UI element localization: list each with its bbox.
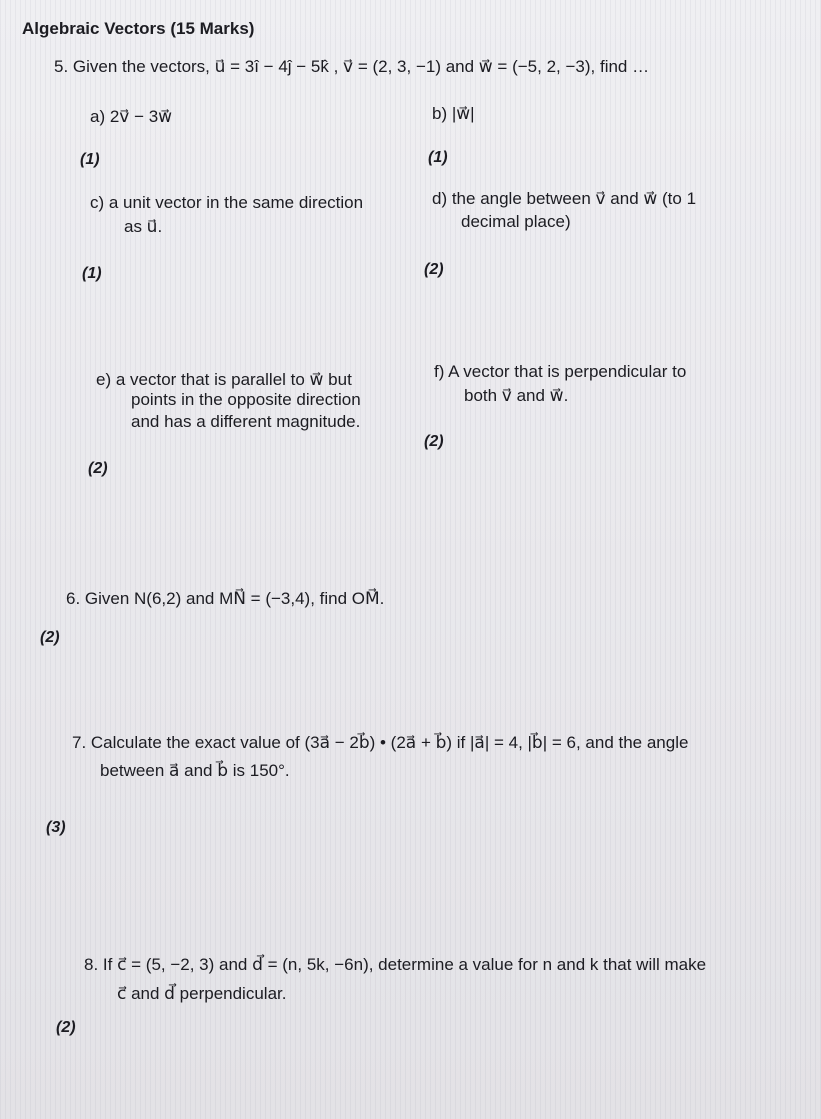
question-5f-line2: both v⃗ and w⃗. <box>464 386 569 405</box>
question-8-line2: c⃗ and d⃗ perpendicular. <box>117 984 287 1003</box>
question-5f-marks: (2) <box>424 433 444 450</box>
question-5a-marks: (1) <box>80 151 100 168</box>
question-5c-line1: c) a unit vector in the same direction <box>90 193 364 212</box>
page-title: Algebraic Vectors (15 Marks) <box>22 19 255 38</box>
question-6-text: 6. Given N(6,2) and MN⃗ = (−3,4), find OM⃗. <box>66 589 385 608</box>
question-5f-line1: f) A vector that is perpendicular to <box>434 362 687 381</box>
question-5d-line1: d) the angle between v⃗ and w⃗ (to 1 <box>432 189 697 208</box>
question-5e-line1: e) a vector that is parallel to w⃗ but <box>96 370 352 389</box>
question-7-marks: (3) <box>46 819 66 836</box>
question-5c-marks: (1) <box>82 265 102 282</box>
question-5e-marks: (2) <box>88 460 108 477</box>
question-7-line2: between a⃗ and b⃗ is 150°. <box>100 761 290 780</box>
question-7-line1: 7. Calculate the exact value of (3a⃗ − 2b⃗) • (2a⃗ + b⃗) if |a⃗| = 4, |b⃗| = 6, and the angle <box>72 733 689 752</box>
question-6-marks: (2) <box>40 629 60 646</box>
question-5e-line3: and has a different magnitude. <box>131 412 361 431</box>
question-5-stem: 5. Given the vectors, u⃗ = 3î − 4ĵ − 5k̂ , v⃗ = (2, 3, −1) and w⃗ = (−5, 2, −3), find … <box>54 57 650 76</box>
question-8-line1: 8. If c⃗ = (5, −2, 3) and d⃗ = (n, 5k, −6n), determine a value for n and k that will make <box>84 955 707 974</box>
question-5b-text: b) |w⃗| <box>432 104 475 123</box>
question-5e-line2: points in the opposite direction <box>131 390 361 409</box>
question-5b-marks: (1) <box>428 149 448 166</box>
question-5d-marks: (2) <box>424 261 444 278</box>
question-5d-line2: decimal place) <box>461 212 571 231</box>
question-5a-text: a) 2v⃗ − 3w⃗ <box>90 107 173 126</box>
question-8-marks: (2) <box>56 1019 76 1036</box>
question-5c-line2: as u⃗. <box>124 217 163 236</box>
